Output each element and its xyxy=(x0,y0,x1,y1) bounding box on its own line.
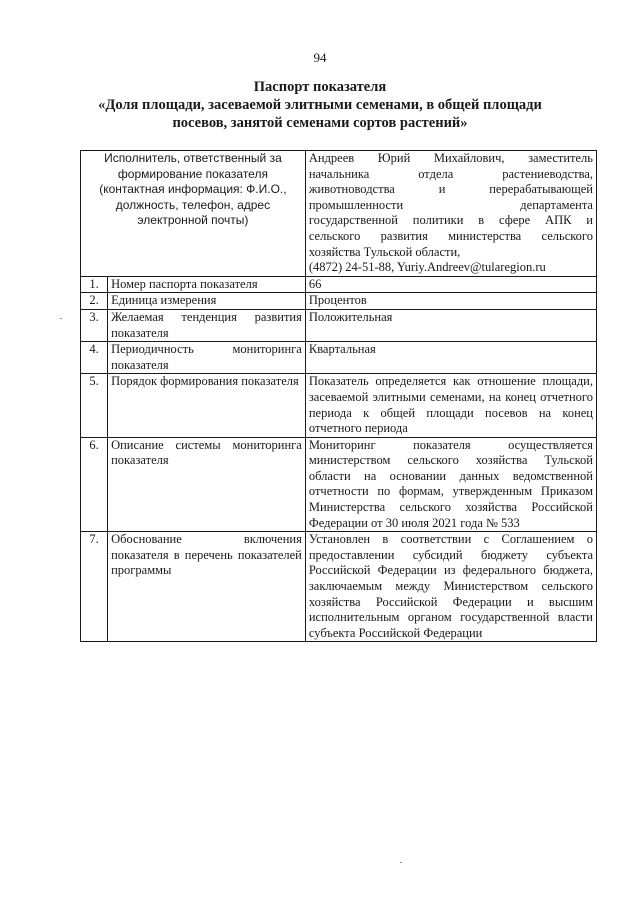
table-row xyxy=(81,293,597,310)
table-row xyxy=(81,374,597,437)
executor-line: начальника отдела растениеводства, xyxy=(308,166,593,181)
row-label: Желаемая тенденция развития показателя xyxy=(108,309,306,341)
executor-value xyxy=(305,151,596,277)
table-row xyxy=(81,532,597,642)
scan-speck xyxy=(60,318,62,319)
executor-line: промышленности департамента xyxy=(308,197,593,212)
executor-line: хозяйства Тульской области, xyxy=(308,244,461,259)
document-title xyxy=(40,78,600,132)
row-value: Мониторинг показателя осуществляется министерством сельского хозяйства Тульской области на основании данных ведомственной отчетности по формам, утвержденным Приказом Министерства сельского хозяйства Российской Федерации от 30 июля 2021 года № 533 xyxy=(305,437,596,532)
table-row xyxy=(81,276,597,293)
executor-line: животноводства и перерабатывающей xyxy=(308,182,593,197)
row-value: Положительная xyxy=(305,309,596,341)
title-line-1: Паспорт показателя xyxy=(253,79,387,95)
row-label: Описание системы мониторинга показателя xyxy=(108,437,306,532)
row-number: 3. xyxy=(81,309,108,341)
row-number: 2. xyxy=(81,293,108,310)
row-label: Периодичность мониторинга показателя xyxy=(108,342,306,374)
row-value: Установлен в соответствии с Соглашением о предоставлении субсидий бюджету субъекта Российской Федерации из федерального бюджета, заключаемым между Министерством сельского хозяйства Российской Федерации и высшим исполнительным органом государственной власти субъекта Российской Федерации xyxy=(305,532,596,642)
executor-line: государственной политики в сфере АПК и xyxy=(308,213,593,228)
executor-row xyxy=(81,151,597,277)
executor-line: сельского развития министерства сельского xyxy=(308,228,593,243)
row-value: Показатель определяется как отношение площади, засеваемой элитными семенами, на конец отчетного периода к общей площади посевов на конец отчетного периода xyxy=(305,374,596,437)
row-number: 4. xyxy=(81,342,108,374)
executor-line: (4872) 24-51-88, Yuriy.Andreev@tularegion.ru xyxy=(308,260,546,275)
row-value: 66 xyxy=(305,276,596,293)
row-number: 7. xyxy=(81,532,108,642)
row-value: Квартальная xyxy=(305,342,596,374)
row-number: 1. xyxy=(81,276,108,293)
passport-table xyxy=(80,150,597,642)
table-row xyxy=(81,342,597,374)
table-row xyxy=(81,437,597,532)
executor-line: Андреев Юрий Михайлович, заместитель xyxy=(308,151,593,165)
row-number: 5. xyxy=(81,374,108,437)
row-label: Порядок формирования показателя xyxy=(108,374,306,437)
executor-label: Исполнитель, ответственный за формирование показателя (контактная информация: Ф.И.О., должность, телефон, адрес электронной почты) xyxy=(81,151,306,277)
title-line-2: «Доля площади, засеваемой элитными семенами, в общей площади xyxy=(98,97,542,113)
table-row xyxy=(81,309,597,341)
scan-speck xyxy=(400,862,402,863)
row-label: Номер паспорта показателя xyxy=(108,276,306,293)
row-label: Единица измерения xyxy=(108,293,306,310)
page-number: 94 xyxy=(313,50,327,65)
row-value: Процентов xyxy=(305,293,596,310)
title-line-3: посевов, занятой семенами сортов растений» xyxy=(172,115,468,131)
row-label: Обоснование включения показателя в перечень показателей программы xyxy=(108,532,306,642)
row-number: 6. xyxy=(81,437,108,532)
